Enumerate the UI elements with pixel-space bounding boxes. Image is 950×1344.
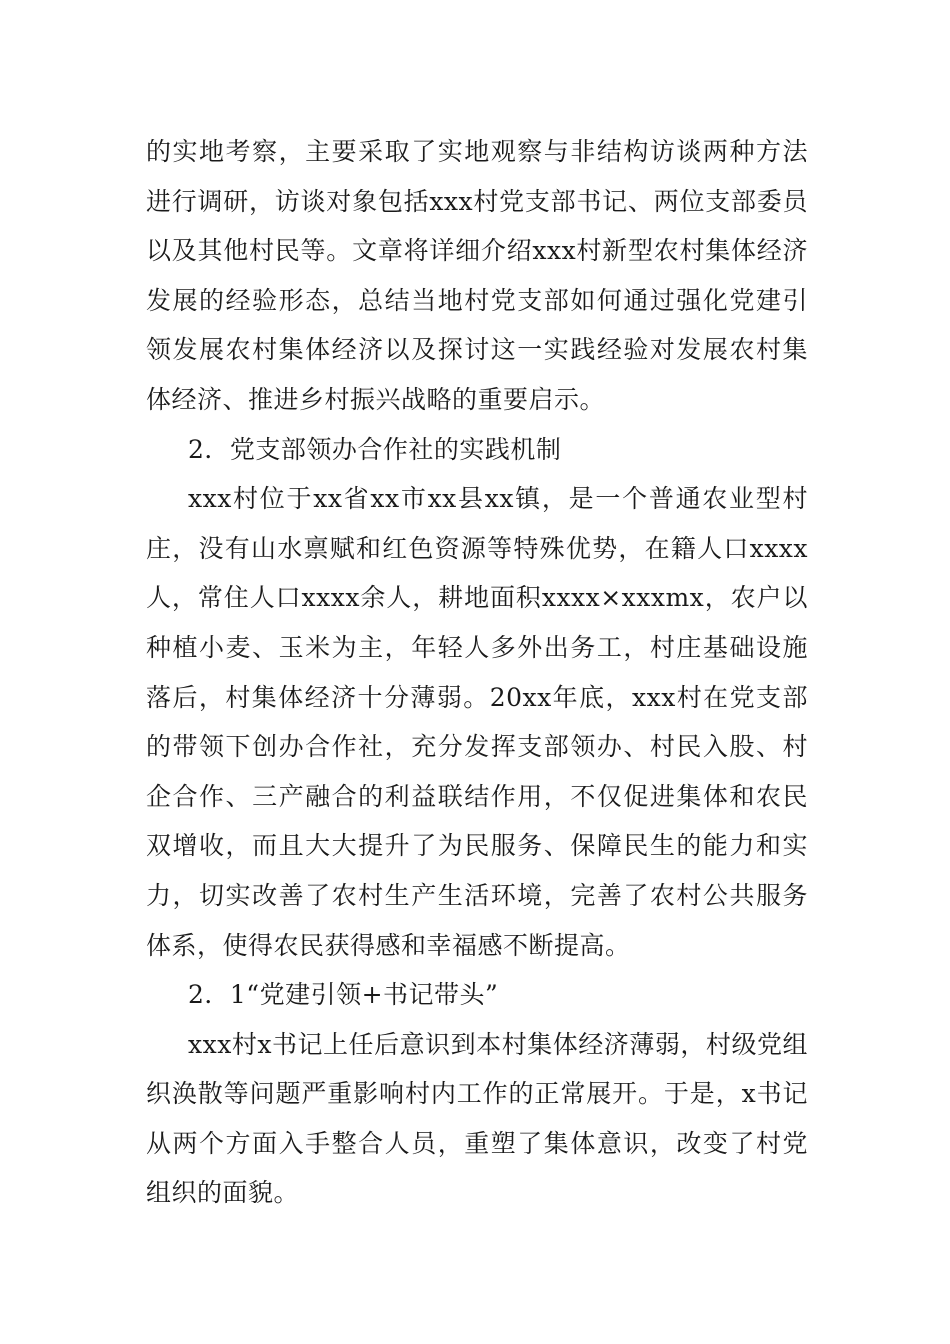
paragraph-village-overview: xxx村位于xx省xx市xx县xx镇，是一个普通农业型村庄，没有山水禀赋和红色资源等特殊优势，在籍人口xxxx人，常住人口xxxx余人，耕地面积xxxx×xxxmx，农户以种植小麦、玉米为主，年轻人多外出务工，村庄基础设施落后，村集体经济十分薄弱。20xx年底，xxx村在党支部的带领下创办合作社，充分发挥支部领办、村民入股、村企合作、三产融合的利益联结作用，不仅促进集体和农民双增收，而且大大提升了为民服务、保障民生的能力和实力，切实改善了农村生产生活环境，完善了农村公共服务体系，使得农民获得感和幸福感不断提高。 xyxy=(146,484,808,960)
section-heading-2: 2．党支部领办合作社的实践机制 xyxy=(188,434,562,464)
paragraph-continued: 的实地考察，主要采取了实地观察与非结构访谈两种方法进行调研，访谈对象包括xxx村党支部书记、两位支部委员以及其他村民等。文章将详细介绍xxx村新型农村集体经济发展的经验形态，总结当地村党支部如何通过强化党建引领发展农村集体经济以及探讨这一实践经验对发展农村集体经济、推进乡村振兴战略的重要启示。 xyxy=(146,137,808,414)
paragraph-secretary: xxx村x书记上任后意识到本村集体经济薄弱，村级党组织涣散等问题严重影响村内工作的正常展开。于是，x书记从两个方面入手整合人员，重塑了集体意识，改变了村党组织的面貌。 xyxy=(146,1029,808,1208)
section-heading-2-1: 2．1“党建引领+书记带头” xyxy=(188,980,499,1010)
document-body xyxy=(146,127,808,1218)
